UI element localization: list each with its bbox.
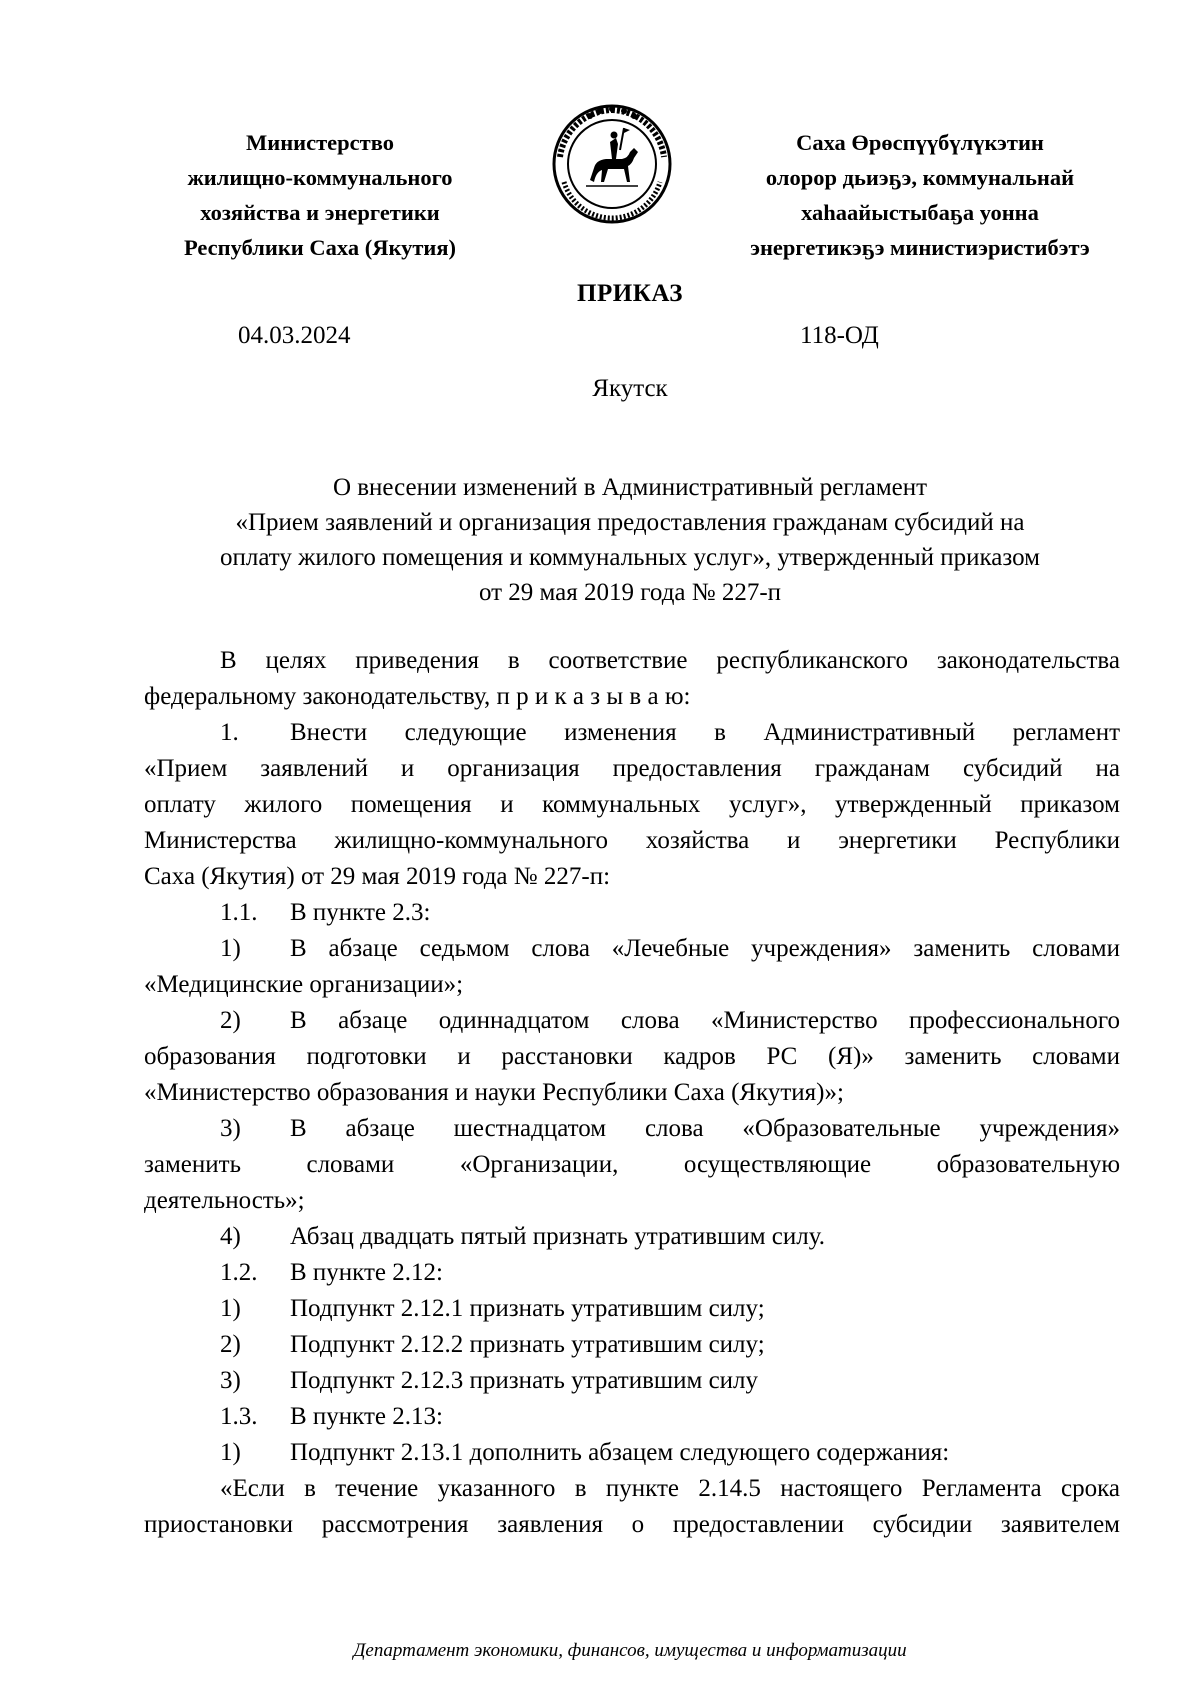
item-text: Абзац двадцать пятый признать утратившим силу. [290,1223,825,1250]
subitem-b2 [144,1327,1120,1363]
item-text: В пункте 2.3: [290,899,431,926]
subitem-a3-line [144,1111,1120,1147]
subitem-a1-line: «Медицинские организации»; [144,971,464,998]
item-text: Подпункт 2.12.3 признать утратившим силу [290,1367,759,1394]
footer-department: Департамент экономики, финансов, имущества и информатизации [353,1640,907,1661]
item-number: 1. [220,719,239,746]
subject-line: оплату жилого помещения и коммунальных услуг», утвержденный приказом [220,544,1040,571]
ministry-name-russian [80,125,560,265]
ministry-line-yakut: Саха Өрөспүүбүлүкэтин [796,130,1044,155]
ministry-line: хозяйства и энергетики [200,200,440,225]
subitem-b3 [144,1363,1120,1399]
subitem-a2-line [144,1003,1120,1039]
item-number: 3) [220,1115,241,1142]
item-text: В абзаце одиннадцатом слова «Министерство профессионального [290,1007,1120,1034]
item-number: 1.2. [220,1259,258,1286]
item-number: 1) [220,1439,241,1466]
item-1-line: «Прием заявлений и организация предоставления гражданам субсидий на [144,755,1120,782]
item-1-3 [144,1399,1120,1435]
subitem-a2-line: образования подготовки и расстановки кадров РС (Я)» заменить словами [144,1043,1120,1070]
ministry-line: Министерство [246,130,394,155]
ministry-line-yakut: олорор дьиэҕэ, коммунальнай [765,165,1075,190]
order-subject [140,470,1120,610]
order-date: 04.03.2024 [238,322,351,349]
item-text: Подпункт 2.12.2 признать утратившим силу; [290,1331,765,1358]
item-text: Внести следующие изменения в Административный регламент [290,719,1120,746]
item-number: 1.1. [220,899,258,926]
item-number: 2) [220,1331,241,1358]
preamble-line: В целях приведения в соответствие республиканского законодательства [220,647,1120,674]
item-text: В пункте 2.13: [290,1403,443,1430]
quote-line: «Если в течение указанного в пункте 2.14.5 настоящего Регламента срока [220,1475,1120,1502]
item-number: 3) [220,1367,241,1394]
item-1-line: Саха (Якутия) от 29 мая 2019 года № 227-п: [144,863,611,890]
ministry-name-yakut [680,125,1160,265]
item-1-line [144,715,1120,751]
ministry-line: Республики Саха (Якутия) [183,235,457,260]
item-1-line: Министерства жилищно-коммунального хозяйства и энергетики Республики [144,827,1120,854]
sakha-republic-emblem-icon [550,102,674,226]
subitem-b1 [144,1291,1120,1327]
subitem-a1-line [144,931,1120,967]
item-number: 1) [220,935,241,962]
item-text: Подпункт 2.13.1 дополнить абзацем следующего содержания: [290,1439,950,1466]
item-1-line: оплату жилого помещения и коммунальных услуг», утвержденный приказом [144,791,1120,818]
order-number: 118-ОД [800,322,879,349]
order-body [144,643,1120,1543]
subject-line: «Прием заявлений и организация предоставления гражданам субсидий на [235,509,1025,536]
quote-line: приостановки рассмотрения заявления о предоставлении субсидии заявителем [144,1511,1120,1538]
item-number: 2) [220,1007,241,1034]
item-number: 1.3. [220,1403,258,1430]
item-text: В пункте 2.12: [290,1259,443,1286]
ministry-line-yakut: энергетикэҕэ министиэристибэтэ [750,235,1090,260]
subject-line: О внесении изменений в Административный регламент [332,474,928,501]
preamble-line: федеральному законодательству, п р и к а з ы в а ю: [144,683,691,710]
document-type-title: ПРИКАЗ [577,280,683,307]
subitem-a4 [144,1219,1120,1255]
item-text: Подпункт 2.12.1 признать утратившим силу; [290,1295,765,1322]
item-number: 4) [220,1223,241,1250]
item-text: В абзаце шестнадцатом слова «Образовательные учреждения» [290,1115,1120,1142]
item-1-1 [144,895,1120,931]
subitem-a2-line: «Министерство образования и науки Республики Саха (Якутия)»; [144,1079,844,1106]
item-number: 1) [220,1295,241,1322]
ministry-line-yakut: хаһаайыстыбаҕа уонна [801,200,1039,225]
subject-line: от 29 мая 2019 года № 227-п [478,579,782,606]
subitem-a3-line: деятельность»; [144,1187,305,1214]
item-text: В абзаце седьмом слова «Лечебные учреждения» заменить словами [290,935,1120,962]
ministry-line: жилищно-коммунального [187,165,453,190]
subitem-a3-line: заменить словами «Организации, осуществляющие образовательную [144,1151,1120,1178]
order-city: Якутск [592,375,668,402]
subitem-c1 [144,1435,1120,1471]
item-1-2 [144,1255,1120,1291]
